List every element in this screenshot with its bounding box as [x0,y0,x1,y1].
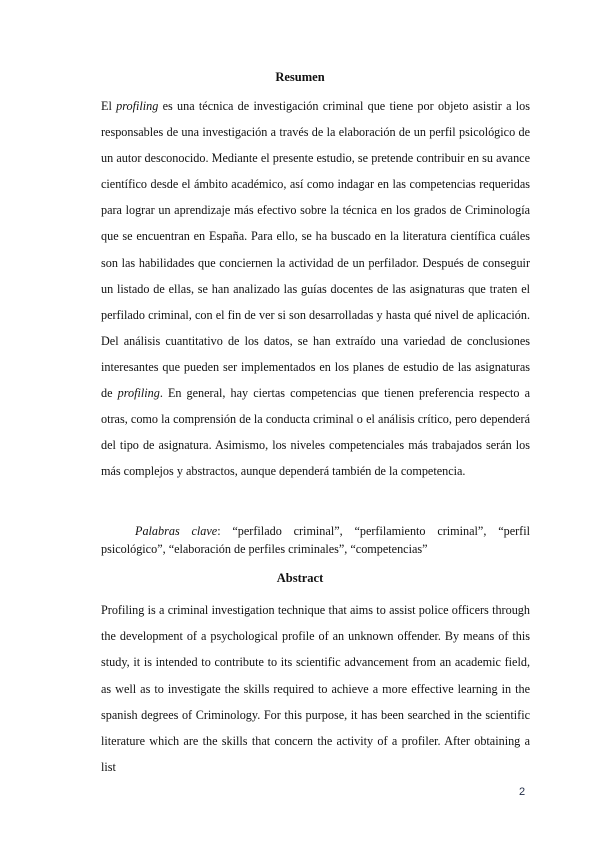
resumen-text-2: es una técnica de investigación criminal que tiene por objeto asistir a los responsables de una investigación a través de la elaboración de un perfil psicológico de un autor desconocido. Mediante el presente estudio, se pretende contribuir en su avance científico desde el ámbito académico, así como indagar en las competencias requeridas para lograr un aprendizaje más efectivo sobre la técnica en los grados de Criminología que se encuentran en España. Para ello, se ha buscado en la literatura científica cuáles son las habilidades que conciernen la actividad de un perfilador. Después de conseguir un listado de ellas, se han analizado las guías docentes de las asignaturas que traten el perfilado criminal, con el fin de ver si son desarrolladas y hasta qué nivel de aplicación. Del análisis cuantitativo de los datos, se han extraído una variedad de conclusiones interesantes que pueden ser implementados en los planes de estudio de las asignaturas de [101,99,530,401]
resumen-heading: Resumen [275,70,325,84]
keywords-paragraph [101,522,530,558]
abstract-paragraph: Profiling is a criminal investigation technique that aims to assist police officers through the development of a psychological profile of an unknown offender. By means of this study, it is intended to contribute to its scientific advancement from an academic field, as well as to investigate the skills required to achieve a more effective learning in the spanish degrees of Criminology. For this purpose, it has been searched in the scientific literature which are the skills that concern the activity of a profiler. After obtaining a list [101,603,530,775]
keywords-list: : “perfilado criminal”, “perfilamiento criminal”, “perfil psicológico”, “elaboración de perfiles criminales”, “competencias” [101,524,530,556]
resumen-term-profiling-1: profiling [116,99,159,113]
resumen-paragraph [101,93,530,484]
resumen-text-3: . En general, hay ciertas competencias que tienen preferencia respecto a otras, como la comprensión de la conducta criminal o el análisis crítico, pero dependerá del tipo de asignatura. Asimismo, los niveles competenciales más trabajados serán los más complejos y abstractos, aunque dependerá también de la competencia. [101,386,530,479]
page-number: 2 [519,786,526,798]
resumen-text-1: El [101,99,117,113]
keywords-label: Palabras clave [135,524,218,538]
resumen-term-profiling-2: profiling [117,386,160,401]
abstract-heading: Abstract [276,571,324,585]
